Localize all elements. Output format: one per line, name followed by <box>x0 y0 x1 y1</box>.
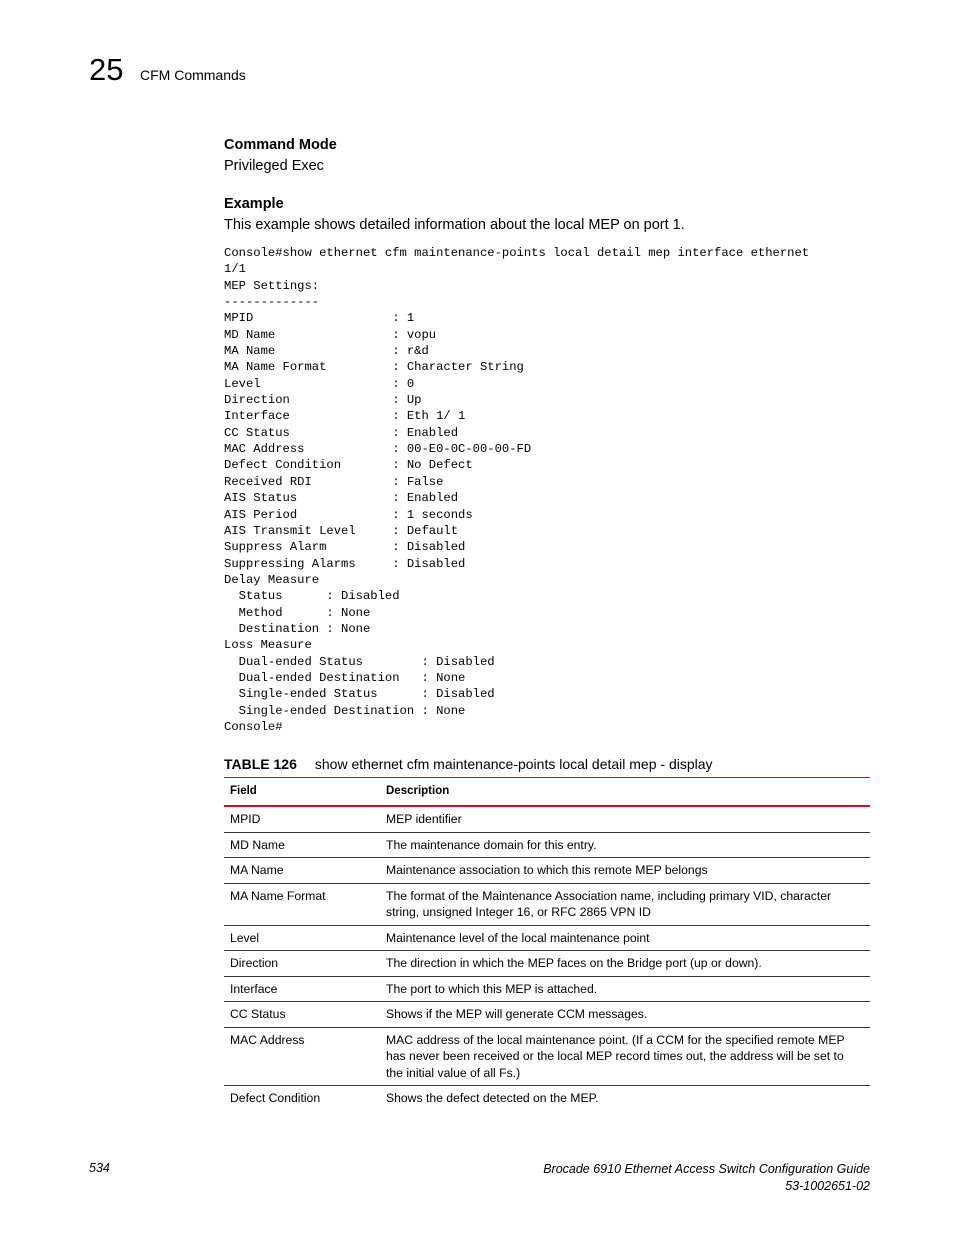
table-header-row <box>224 778 870 807</box>
code-line: Status : Disabled <box>224 589 400 604</box>
code-line: MA Name Format : Character String <box>224 360 524 375</box>
code-line: Defect Condition : No Defect <box>224 458 473 473</box>
description-cell: MEP identifier <box>386 812 462 826</box>
description-cell: The direction in which the MEP faces on the Bridge port (up or down). <box>386 956 762 970</box>
code-line: Received RDI : False <box>224 474 444 489</box>
code-line: Delay Measure <box>224 572 320 587</box>
code-line: MEP Settings: <box>224 278 320 293</box>
code-line: AIS Period : 1 seconds <box>224 507 473 522</box>
field-cell: Direction <box>230 956 279 970</box>
field-cell: Level <box>230 930 260 945</box>
code-line: MPID : 1 <box>224 311 415 326</box>
code-line: MA Name : r&d <box>224 344 429 359</box>
field-cell: CC Status <box>230 1007 286 1021</box>
table-caption <box>224 755 713 773</box>
code-line: AIS Status : Enabled <box>224 491 459 506</box>
code-line: CC Status : Enabled <box>224 425 459 440</box>
description-cell: Shows if the MEP will generate CCM messages. <box>386 1007 648 1021</box>
description-cell: The format of the Maintenance Association name, including primary VID, character string, unsigned Integer 16, or RFC 2865 VPN ID <box>386 888 832 919</box>
code-line: Single-ended Status : Disabled <box>224 687 495 702</box>
description-cell: Maintenance level of the local maintenance point <box>386 930 650 945</box>
table-caption-text: show ethernet cfm maintenance-points local detail mep - display <box>314 756 713 772</box>
chapter-number: 25 <box>89 52 124 87</box>
chapter-title: CFM Commands <box>140 67 246 83</box>
code-line: Direction : Up <box>224 393 422 408</box>
code-line: MD Name : vopu <box>224 327 437 342</box>
field-cell: MAC Address <box>230 1032 305 1047</box>
code-line: AIS Transmit Level : Default <box>224 523 459 538</box>
column-header-description: Description <box>386 785 450 798</box>
field-cell: MPID <box>230 812 261 826</box>
description-cell: Maintenance association to which this remote MEP belongs <box>386 863 708 877</box>
page-number: 534 <box>89 1161 110 1175</box>
table-body <box>224 806 870 1111</box>
table-row <box>224 976 870 1002</box>
guide-title: Brocade 6910 Ethernet Access Switch Configuration Guide <box>543 1162 870 1176</box>
code-line: ------------- <box>224 295 320 310</box>
code-line: Single-ended Destination : None <box>224 703 466 718</box>
column-header-field: Field <box>230 785 257 798</box>
fields-table <box>224 777 870 1111</box>
code-line: Console# <box>224 719 283 734</box>
code-line: Dual-ended Status : Disabled <box>224 654 495 669</box>
table-label: TABLE 126 <box>224 756 297 772</box>
description-cell: The maintenance domain for this entry. <box>386 837 597 852</box>
table-row <box>224 951 870 977</box>
example-heading: Example <box>224 196 284 212</box>
code-line: 1/1 <box>224 262 246 277</box>
code-line: Method : None <box>224 605 371 620</box>
table-row <box>224 1002 870 1028</box>
code-example <box>224 245 809 735</box>
field-cell: MA Name <box>230 863 284 877</box>
field-cell: MD Name <box>230 837 285 852</box>
example-text: This example shows detailed information about the local MEP on port 1. <box>224 217 685 233</box>
description-cell: Shows the defect detected on the MEP. <box>386 1091 599 1105</box>
description-cell: The port to which this MEP is attached. <box>386 981 598 996</box>
code-line: Suppress Alarm : Disabled <box>224 540 466 555</box>
table-row <box>224 925 870 951</box>
field-cell: MA Name Format <box>230 888 326 903</box>
table-row <box>224 1027 870 1086</box>
code-line: Suppressing Alarms : Disabled <box>224 556 466 571</box>
code-line: Level : 0 <box>224 376 415 391</box>
table-row <box>224 883 870 925</box>
command-mode-text: Privileged Exec <box>224 158 324 174</box>
code-line: Loss Measure <box>224 638 312 653</box>
field-cell: Defect Condition <box>230 1091 321 1105</box>
code-line: Destination : None <box>224 621 371 636</box>
table-row <box>224 1086 870 1111</box>
doc-number: 53-1002651-02 <box>785 1179 870 1193</box>
code-line: Interface : Eth 1/ 1 <box>224 409 466 424</box>
table-row <box>224 806 870 832</box>
description-cell: MAC address of the local maintenance point. (If a CCM for the specified remote MEP has never been received or the local MEP record times out, the address will be set to the initial value of all Fs.) <box>386 1032 845 1080</box>
code-line: MAC Address : 00-E0-0C-00-00-FD <box>224 442 532 457</box>
table-row <box>224 832 870 858</box>
field-cell: Interface <box>230 981 278 996</box>
code-line: Dual-ended Destination : None <box>224 670 466 685</box>
code-line: Console#show ethernet cfm maintenance-points local detail mep interface ethernet <box>224 246 810 260</box>
command-mode-heading: Command Mode <box>224 137 337 153</box>
footer-info <box>543 1161 870 1195</box>
table-row <box>224 858 870 884</box>
